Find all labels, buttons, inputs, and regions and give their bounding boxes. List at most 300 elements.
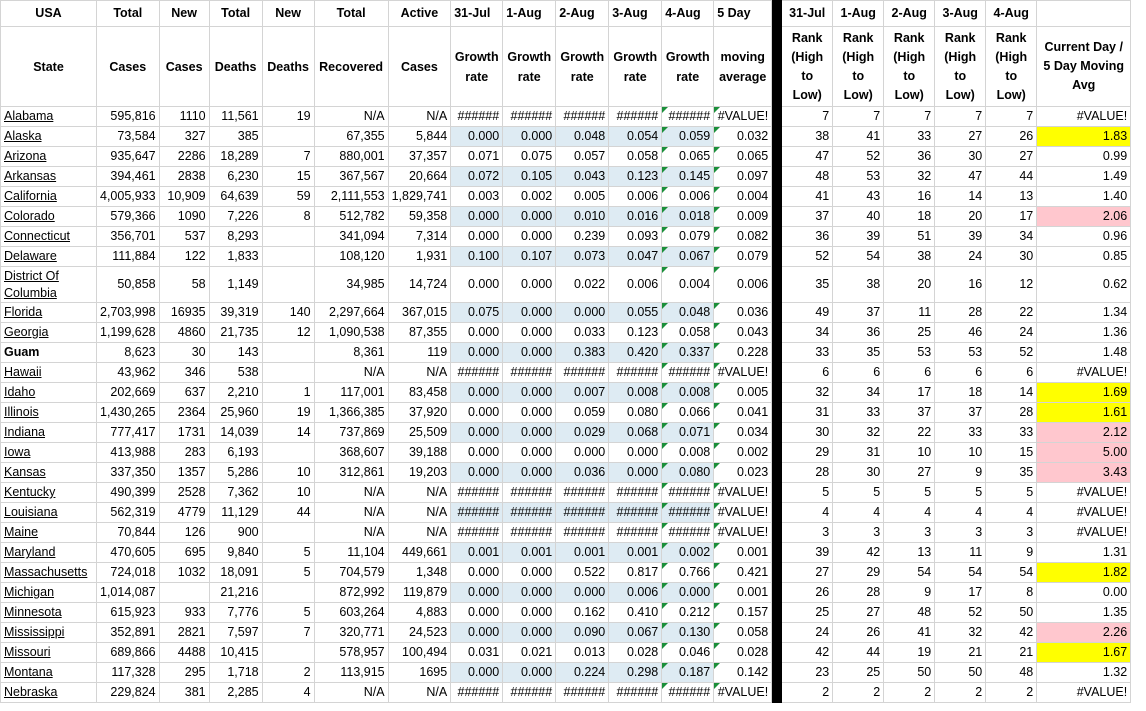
cell-growth-1-aug[interactable]: ######	[503, 483, 556, 503]
cell-growth-31-jul[interactable]: 0.000	[451, 227, 503, 247]
cell-rank-3-aug[interactable]: 53	[935, 343, 986, 363]
cell-total-recovered[interactable]: N/A	[314, 107, 388, 127]
cell-rank-1-aug[interactable]: 43	[833, 187, 884, 207]
cell-new-cases[interactable]: 2821	[159, 623, 209, 643]
cell-rank-4-aug[interactable]: 12	[986, 267, 1037, 303]
cell-growth-31-jul[interactable]: 0.003	[451, 187, 503, 207]
cell-rank-3-aug[interactable]: 20	[935, 207, 986, 227]
header-state[interactable]: USA	[1, 1, 97, 27]
cell-new-deaths[interactable]: 140	[262, 303, 314, 323]
cell-rank-3-aug[interactable]: 27	[935, 127, 986, 147]
cell-growth-2-aug[interactable]: 0.007	[556, 383, 609, 403]
cell-growth-31-jul[interactable]: ######	[451, 503, 503, 523]
cell-moving-average[interactable]: 0.228	[714, 343, 772, 363]
cell-total-cases[interactable]: 490,399	[97, 483, 160, 503]
cell-rank-2-aug[interactable]: 17	[884, 383, 935, 403]
cell-moving-average[interactable]: #VALUE!	[714, 683, 772, 703]
cell-active-cases[interactable]: N/A	[388, 107, 451, 127]
header-growth-4-aug[interactable]: Growth rate	[662, 27, 714, 107]
cell-total-recovered[interactable]: 512,782	[314, 207, 388, 227]
cell-current-over-avg[interactable]: 1.34	[1037, 303, 1131, 323]
cell-growth-2-aug[interactable]: 0.005	[556, 187, 609, 207]
cell-moving-average[interactable]: 0.034	[714, 423, 772, 443]
cell-growth-4-aug[interactable]: 0.066	[662, 403, 714, 423]
cell-growth-4-aug[interactable]: 0.071	[662, 423, 714, 443]
cell-total-recovered[interactable]: N/A	[314, 683, 388, 703]
cell-rank-1-aug[interactable]: 37	[833, 303, 884, 323]
cell-active-cases[interactable]: N/A	[388, 483, 451, 503]
cell-rank-31-jul[interactable]: 26	[782, 583, 833, 603]
cell-moving-average[interactable]: #VALUE!	[714, 107, 772, 127]
cell-rank-4-aug[interactable]: 6	[986, 363, 1037, 383]
cell-total-recovered[interactable]: 117,001	[314, 383, 388, 403]
cell-growth-1-aug[interactable]: 0.075	[503, 147, 556, 167]
state-name-cell[interactable]: Hawaii	[1, 363, 97, 383]
cell-rank-31-jul[interactable]: 25	[782, 603, 833, 623]
cell-growth-3-aug[interactable]: 0.055	[609, 303, 662, 323]
cell-rank-3-aug[interactable]: 14	[935, 187, 986, 207]
cell-growth-1-aug[interactable]: 0.001	[503, 543, 556, 563]
state-name-cell[interactable]: Missouri	[1, 643, 97, 663]
cell-moving-average[interactable]: #VALUE!	[714, 523, 772, 543]
cell-growth-31-jul[interactable]: 0.000	[451, 423, 503, 443]
cell-rank-1-aug[interactable]: 2	[833, 683, 884, 703]
cell-growth-4-aug[interactable]: 0.130	[662, 623, 714, 643]
cell-new-cases[interactable]: 126	[159, 523, 209, 543]
cell-total-recovered[interactable]: 872,992	[314, 583, 388, 603]
state-name-cell[interactable]: Iowa	[1, 443, 97, 463]
cell-new-deaths[interactable]: 1	[262, 383, 314, 403]
cell-rank-3-aug[interactable]: 50	[935, 663, 986, 683]
cell-growth-31-jul[interactable]: 0.000	[451, 323, 503, 343]
cell-total-cases[interactable]: 413,988	[97, 443, 160, 463]
cell-total-cases[interactable]: 73,584	[97, 127, 160, 147]
cell-rank-4-aug[interactable]: 33	[986, 423, 1037, 443]
cell-growth-31-jul[interactable]: 0.071	[451, 147, 503, 167]
cell-growth-31-jul[interactable]: ######	[451, 683, 503, 703]
header-moving-average[interactable]: moving average	[714, 27, 772, 107]
cell-rank-31-jul[interactable]: 2	[782, 683, 833, 703]
cell-rank-3-aug[interactable]: 16	[935, 267, 986, 303]
cell-rank-1-aug[interactable]: 40	[833, 207, 884, 227]
cell-new-deaths[interactable]: 10	[262, 483, 314, 503]
cell-growth-1-aug[interactable]: 0.000	[503, 463, 556, 483]
cell-total-cases[interactable]: 356,701	[97, 227, 160, 247]
cell-moving-average[interactable]: 0.043	[714, 323, 772, 343]
cell-growth-4-aug[interactable]: 0.018	[662, 207, 714, 227]
cell-rank-2-aug[interactable]: 33	[884, 127, 935, 147]
cell-growth-4-aug[interactable]: 0.145	[662, 167, 714, 187]
cell-rank-4-aug[interactable]: 2	[986, 683, 1037, 703]
cell-growth-31-jul[interactable]: 0.000	[451, 603, 503, 623]
cell-new-deaths[interactable]: 19	[262, 403, 314, 423]
cell-active-cases[interactable]: 5,844	[388, 127, 451, 147]
cell-growth-3-aug[interactable]: 0.006	[609, 583, 662, 603]
cell-growth-3-aug[interactable]: 0.000	[609, 463, 662, 483]
cell-new-deaths[interactable]	[262, 443, 314, 463]
state-name-cell[interactable]: Alabama	[1, 107, 97, 127]
cell-current-over-avg[interactable]: 0.00	[1037, 583, 1131, 603]
cell-rank-1-aug[interactable]: 33	[833, 403, 884, 423]
cell-growth-31-jul[interactable]: ######	[451, 523, 503, 543]
cell-current-over-avg[interactable]: #VALUE!	[1037, 683, 1131, 703]
cell-new-deaths[interactable]	[262, 523, 314, 543]
header-new-deaths[interactable]: Deaths	[262, 27, 314, 107]
cell-growth-2-aug[interactable]: ######	[556, 107, 609, 127]
cell-growth-1-aug[interactable]: 0.000	[503, 403, 556, 423]
header-growth-31-jul[interactable]: 31-Jul	[451, 1, 503, 27]
cell-moving-average[interactable]: #VALUE!	[714, 363, 772, 383]
cell-new-cases[interactable]: 933	[159, 603, 209, 623]
cell-growth-1-aug[interactable]: 0.000	[503, 443, 556, 463]
cell-total-recovered[interactable]: 1,366,385	[314, 403, 388, 423]
cell-moving-average[interactable]: 0.082	[714, 227, 772, 247]
header-total-cases[interactable]: Cases	[97, 27, 160, 107]
header-rank-2-aug[interactable]: 2-Aug	[884, 1, 935, 27]
cell-new-deaths[interactable]	[262, 643, 314, 663]
state-name-cell[interactable]: Nebraska	[1, 683, 97, 703]
cell-current-over-avg[interactable]: 1.36	[1037, 323, 1131, 343]
cell-total-deaths[interactable]: 7,776	[209, 603, 262, 623]
cell-rank-4-aug[interactable]: 30	[986, 247, 1037, 267]
cell-new-cases[interactable]: 4860	[159, 323, 209, 343]
state-name-cell[interactable]: Maine	[1, 523, 97, 543]
cell-growth-1-aug[interactable]: 0.021	[503, 643, 556, 663]
cell-rank-31-jul[interactable]: 52	[782, 247, 833, 267]
cell-growth-3-aug[interactable]: 0.028	[609, 643, 662, 663]
header-active-cases[interactable]: Active	[388, 1, 451, 27]
cell-growth-31-jul[interactable]: 0.100	[451, 247, 503, 267]
cell-active-cases[interactable]: 119,879	[388, 583, 451, 603]
cell-new-deaths[interactable]: 4	[262, 683, 314, 703]
cell-new-cases[interactable]: 637	[159, 383, 209, 403]
cell-active-cases[interactable]: 37,357	[388, 147, 451, 167]
cell-growth-31-jul[interactable]: 0.000	[451, 623, 503, 643]
cell-moving-average[interactable]: 0.142	[714, 663, 772, 683]
cell-growth-2-aug[interactable]: 0.029	[556, 423, 609, 443]
cell-current-over-avg[interactable]: #VALUE!	[1037, 483, 1131, 503]
cell-moving-average[interactable]: 0.032	[714, 127, 772, 147]
cell-moving-average[interactable]: 0.001	[714, 583, 772, 603]
cell-growth-2-aug[interactable]: 0.048	[556, 127, 609, 147]
cell-total-recovered[interactable]: 341,094	[314, 227, 388, 247]
cell-total-cases[interactable]: 111,884	[97, 247, 160, 267]
cell-rank-1-aug[interactable]: 3	[833, 523, 884, 543]
state-name-cell[interactable]: Louisiana	[1, 503, 97, 523]
header-current-over-avg[interactable]: Current Day / 5 Day Moving Avg	[1037, 27, 1131, 107]
cell-total-cases[interactable]: 70,844	[97, 523, 160, 543]
cell-rank-2-aug[interactable]: 2	[884, 683, 935, 703]
cell-new-cases[interactable]: 283	[159, 443, 209, 463]
cell-active-cases[interactable]: 19,203	[388, 463, 451, 483]
cell-growth-1-aug[interactable]: 0.000	[503, 663, 556, 683]
cell-rank-3-aug[interactable]: 11	[935, 543, 986, 563]
cell-growth-4-aug[interactable]: 0.008	[662, 443, 714, 463]
cell-growth-1-aug[interactable]: 0.000	[503, 127, 556, 147]
cell-rank-2-aug[interactable]: 22	[884, 423, 935, 443]
cell-rank-2-aug[interactable]: 54	[884, 563, 935, 583]
cell-new-cases[interactable]	[159, 583, 209, 603]
cell-growth-1-aug[interactable]: 0.002	[503, 187, 556, 207]
cell-rank-4-aug[interactable]: 35	[986, 463, 1037, 483]
cell-growth-2-aug[interactable]: 0.239	[556, 227, 609, 247]
cell-total-cases[interactable]: 229,824	[97, 683, 160, 703]
cell-active-cases[interactable]: 87,355	[388, 323, 451, 343]
cell-total-recovered[interactable]: 67,355	[314, 127, 388, 147]
header-total-deaths[interactable]: Deaths	[209, 27, 262, 107]
cell-total-cases[interactable]: 579,366	[97, 207, 160, 227]
cell-rank-1-aug[interactable]: 36	[833, 323, 884, 343]
cell-active-cases[interactable]: 37,920	[388, 403, 451, 423]
cell-rank-2-aug[interactable]: 11	[884, 303, 935, 323]
cell-total-cases[interactable]: 2,703,998	[97, 303, 160, 323]
cell-total-recovered[interactable]: 1,090,538	[314, 323, 388, 343]
cell-new-cases[interactable]: 381	[159, 683, 209, 703]
cell-rank-4-aug[interactable]: 28	[986, 403, 1037, 423]
cell-moving-average[interactable]: #VALUE!	[714, 483, 772, 503]
cell-new-deaths[interactable]: 44	[262, 503, 314, 523]
cell-growth-31-jul[interactable]: ######	[451, 107, 503, 127]
cell-growth-4-aug[interactable]: 0.079	[662, 227, 714, 247]
cell-new-deaths[interactable]	[262, 363, 314, 383]
cell-rank-3-aug[interactable]: 39	[935, 227, 986, 247]
cell-new-cases[interactable]: 346	[159, 363, 209, 383]
cell-current-over-avg[interactable]: #VALUE!	[1037, 523, 1131, 543]
cell-growth-31-jul[interactable]: 0.000	[451, 443, 503, 463]
cell-rank-31-jul[interactable]: 39	[782, 543, 833, 563]
cell-new-deaths[interactable]	[262, 227, 314, 247]
cell-rank-1-aug[interactable]: 52	[833, 147, 884, 167]
cell-growth-31-jul[interactable]: 0.000	[451, 583, 503, 603]
cell-total-cases[interactable]: 1,199,628	[97, 323, 160, 343]
cell-moving-average[interactable]: 0.006	[714, 267, 772, 303]
cell-new-deaths[interactable]: 10	[262, 463, 314, 483]
cell-growth-4-aug[interactable]: 0.006	[662, 187, 714, 207]
cell-growth-2-aug[interactable]: 0.522	[556, 563, 609, 583]
cell-active-cases[interactable]: 4,883	[388, 603, 451, 623]
cell-growth-3-aug[interactable]: 0.006	[609, 267, 662, 303]
cell-growth-2-aug[interactable]: 0.043	[556, 167, 609, 187]
cell-total-deaths[interactable]: 143	[209, 343, 262, 363]
cell-total-deaths[interactable]: 1,149	[209, 267, 262, 303]
cell-total-recovered[interactable]: 11,104	[314, 543, 388, 563]
cell-growth-31-jul[interactable]: 0.000	[451, 563, 503, 583]
cell-total-deaths[interactable]: 1,833	[209, 247, 262, 267]
cell-growth-31-jul[interactable]: 0.000	[451, 207, 503, 227]
cell-rank-31-jul[interactable]: 31	[782, 403, 833, 423]
cell-growth-4-aug[interactable]: ######	[662, 683, 714, 703]
cell-current-over-avg[interactable]: 1.35	[1037, 603, 1131, 623]
cell-growth-4-aug[interactable]: 0.046	[662, 643, 714, 663]
cell-total-recovered[interactable]: 578,957	[314, 643, 388, 663]
cell-growth-1-aug[interactable]: 0.107	[503, 247, 556, 267]
cell-growth-3-aug[interactable]: 0.093	[609, 227, 662, 247]
cell-rank-2-aug[interactable]: 13	[884, 543, 935, 563]
cell-growth-2-aug[interactable]: 0.000	[556, 303, 609, 323]
cell-total-deaths[interactable]: 11,561	[209, 107, 262, 127]
state-name-cell[interactable]: Idaho	[1, 383, 97, 403]
cell-total-recovered[interactable]: 737,869	[314, 423, 388, 443]
cell-growth-31-jul[interactable]: 0.000	[451, 343, 503, 363]
cell-rank-1-aug[interactable]: 42	[833, 543, 884, 563]
cell-rank-3-aug[interactable]: 17	[935, 583, 986, 603]
cell-growth-4-aug[interactable]: 0.187	[662, 663, 714, 683]
header-new-cases[interactable]: New	[159, 1, 209, 27]
cell-active-cases[interactable]: 25,509	[388, 423, 451, 443]
state-name-cell[interactable]: Montana	[1, 663, 97, 683]
cell-rank-2-aug[interactable]: 19	[884, 643, 935, 663]
cell-new-deaths[interactable]: 14	[262, 423, 314, 443]
cell-growth-2-aug[interactable]: 0.383	[556, 343, 609, 363]
cell-total-deaths[interactable]: 1,718	[209, 663, 262, 683]
cell-growth-3-aug[interactable]: ######	[609, 523, 662, 543]
header-rank-3-aug[interactable]: 3-Aug	[935, 1, 986, 27]
cell-rank-2-aug[interactable]: 51	[884, 227, 935, 247]
cell-total-cases[interactable]: 777,417	[97, 423, 160, 443]
cell-total-deaths[interactable]: 385	[209, 127, 262, 147]
cell-active-cases[interactable]: 7,314	[388, 227, 451, 247]
cell-total-cases[interactable]: 595,816	[97, 107, 160, 127]
state-name-cell[interactable]: Michigan	[1, 583, 97, 603]
cell-rank-3-aug[interactable]: 21	[935, 643, 986, 663]
cell-new-cases[interactable]: 30	[159, 343, 209, 363]
cell-total-recovered[interactable]: 108,120	[314, 247, 388, 267]
state-name-cell[interactable]: Delaware	[1, 247, 97, 267]
cell-rank-3-aug[interactable]: 18	[935, 383, 986, 403]
cell-growth-31-jul[interactable]: 0.000	[451, 663, 503, 683]
cell-total-recovered[interactable]: 34,985	[314, 267, 388, 303]
header-moving-average[interactable]: 5 Day	[714, 1, 772, 27]
cell-growth-1-aug[interactable]: 0.000	[503, 207, 556, 227]
cell-moving-average[interactable]: 0.001	[714, 543, 772, 563]
cell-rank-2-aug[interactable]: 3	[884, 523, 935, 543]
header-rank-4-aug[interactable]: 4-Aug	[986, 1, 1037, 27]
cell-rank-31-jul[interactable]: 33	[782, 343, 833, 363]
cell-active-cases[interactable]: 83,458	[388, 383, 451, 403]
cell-rank-1-aug[interactable]: 31	[833, 443, 884, 463]
cell-growth-3-aug[interactable]: 0.410	[609, 603, 662, 623]
cell-current-over-avg[interactable]: 1.69	[1037, 383, 1131, 403]
cell-total-recovered[interactable]: 2,111,553	[314, 187, 388, 207]
cell-rank-4-aug[interactable]: 7	[986, 107, 1037, 127]
cell-rank-31-jul[interactable]: 7	[782, 107, 833, 127]
cell-active-cases[interactable]: N/A	[388, 363, 451, 383]
header-new-deaths[interactable]: New	[262, 1, 314, 27]
cell-total-deaths[interactable]: 14,039	[209, 423, 262, 443]
cell-total-recovered[interactable]: N/A	[314, 523, 388, 543]
cell-total-deaths[interactable]: 900	[209, 523, 262, 543]
cell-total-deaths[interactable]: 11,129	[209, 503, 262, 523]
cell-new-cases[interactable]: 4488	[159, 643, 209, 663]
state-name-cell[interactable]: Florida	[1, 303, 97, 323]
cell-total-deaths[interactable]: 7,226	[209, 207, 262, 227]
cell-rank-1-aug[interactable]: 28	[833, 583, 884, 603]
cell-growth-1-aug[interactable]: 0.000	[503, 383, 556, 403]
cell-growth-2-aug[interactable]: 0.013	[556, 643, 609, 663]
cell-growth-2-aug[interactable]: ######	[556, 363, 609, 383]
cell-total-deaths[interactable]: 21,216	[209, 583, 262, 603]
cell-rank-31-jul[interactable]: 47	[782, 147, 833, 167]
cell-growth-31-jul[interactable]: 0.000	[451, 127, 503, 147]
cell-new-deaths[interactable]	[262, 343, 314, 363]
cell-growth-3-aug[interactable]: 0.420	[609, 343, 662, 363]
cell-new-cases[interactable]: 10,909	[159, 187, 209, 207]
cell-total-deaths[interactable]: 18,091	[209, 563, 262, 583]
cell-rank-2-aug[interactable]: 16	[884, 187, 935, 207]
cell-growth-2-aug[interactable]: 0.090	[556, 623, 609, 643]
cell-active-cases[interactable]: 39,188	[388, 443, 451, 463]
cell-moving-average[interactable]: 0.065	[714, 147, 772, 167]
cell-rank-1-aug[interactable]: 39	[833, 227, 884, 247]
cell-total-cases[interactable]: 470,605	[97, 543, 160, 563]
cell-rank-3-aug[interactable]: 9	[935, 463, 986, 483]
cell-growth-3-aug[interactable]: 0.006	[609, 187, 662, 207]
cell-new-deaths[interactable]: 5	[262, 603, 314, 623]
cell-active-cases[interactable]: 119	[388, 343, 451, 363]
cell-rank-3-aug[interactable]: 3	[935, 523, 986, 543]
cell-current-over-avg[interactable]: 1.31	[1037, 543, 1131, 563]
header-rank-1-aug[interactable]: 1-Aug	[833, 1, 884, 27]
cell-growth-3-aug[interactable]: 0.123	[609, 167, 662, 187]
cell-rank-2-aug[interactable]: 18	[884, 207, 935, 227]
cell-total-cases[interactable]: 352,891	[97, 623, 160, 643]
cell-rank-1-aug[interactable]: 4	[833, 503, 884, 523]
cell-moving-average[interactable]: 0.023	[714, 463, 772, 483]
cell-current-over-avg[interactable]: 1.48	[1037, 343, 1131, 363]
cell-growth-1-aug[interactable]: ######	[503, 363, 556, 383]
cell-active-cases[interactable]: 1,348	[388, 563, 451, 583]
cell-growth-3-aug[interactable]: 0.001	[609, 543, 662, 563]
cell-growth-2-aug[interactable]: 0.000	[556, 443, 609, 463]
cell-rank-1-aug[interactable]: 54	[833, 247, 884, 267]
cell-new-deaths[interactable]: 8	[262, 207, 314, 227]
cell-growth-4-aug[interactable]: 0.067	[662, 247, 714, 267]
cell-growth-2-aug[interactable]: 0.022	[556, 267, 609, 303]
cell-growth-2-aug[interactable]: 0.059	[556, 403, 609, 423]
state-name-cell[interactable]: Arkansas	[1, 167, 97, 187]
cell-current-over-avg[interactable]: 1.61	[1037, 403, 1131, 423]
cell-growth-1-aug[interactable]: 0.000	[503, 267, 556, 303]
cell-growth-2-aug[interactable]: 0.010	[556, 207, 609, 227]
cell-new-cases[interactable]: 1090	[159, 207, 209, 227]
cell-growth-4-aug[interactable]: 0.065	[662, 147, 714, 167]
cell-current-over-avg[interactable]: 0.99	[1037, 147, 1131, 167]
cell-growth-1-aug[interactable]: ######	[503, 503, 556, 523]
cell-new-cases[interactable]: 1731	[159, 423, 209, 443]
cell-growth-2-aug[interactable]: 0.073	[556, 247, 609, 267]
cell-growth-3-aug[interactable]: 0.068	[609, 423, 662, 443]
cell-new-deaths[interactable]	[262, 247, 314, 267]
cell-new-cases[interactable]: 16935	[159, 303, 209, 323]
cell-total-cases[interactable]: 615,923	[97, 603, 160, 623]
cell-growth-4-aug[interactable]: ######	[662, 523, 714, 543]
cell-moving-average[interactable]: 0.005	[714, 383, 772, 403]
cell-rank-4-aug[interactable]: 21	[986, 643, 1037, 663]
cell-rank-2-aug[interactable]: 4	[884, 503, 935, 523]
cell-current-over-avg[interactable]: #VALUE!	[1037, 363, 1131, 383]
cell-rank-4-aug[interactable]: 44	[986, 167, 1037, 187]
cell-rank-2-aug[interactable]: 5	[884, 483, 935, 503]
cell-rank-3-aug[interactable]: 47	[935, 167, 986, 187]
cell-growth-2-aug[interactable]: ######	[556, 503, 609, 523]
cell-new-cases[interactable]: 122	[159, 247, 209, 267]
state-name-cell[interactable]: Massachusetts	[1, 563, 97, 583]
cell-rank-4-aug[interactable]: 24	[986, 323, 1037, 343]
cell-rank-1-aug[interactable]: 44	[833, 643, 884, 663]
cell-moving-average[interactable]: 0.157	[714, 603, 772, 623]
cell-growth-4-aug[interactable]: 0.000	[662, 583, 714, 603]
cell-active-cases[interactable]: 1,931	[388, 247, 451, 267]
